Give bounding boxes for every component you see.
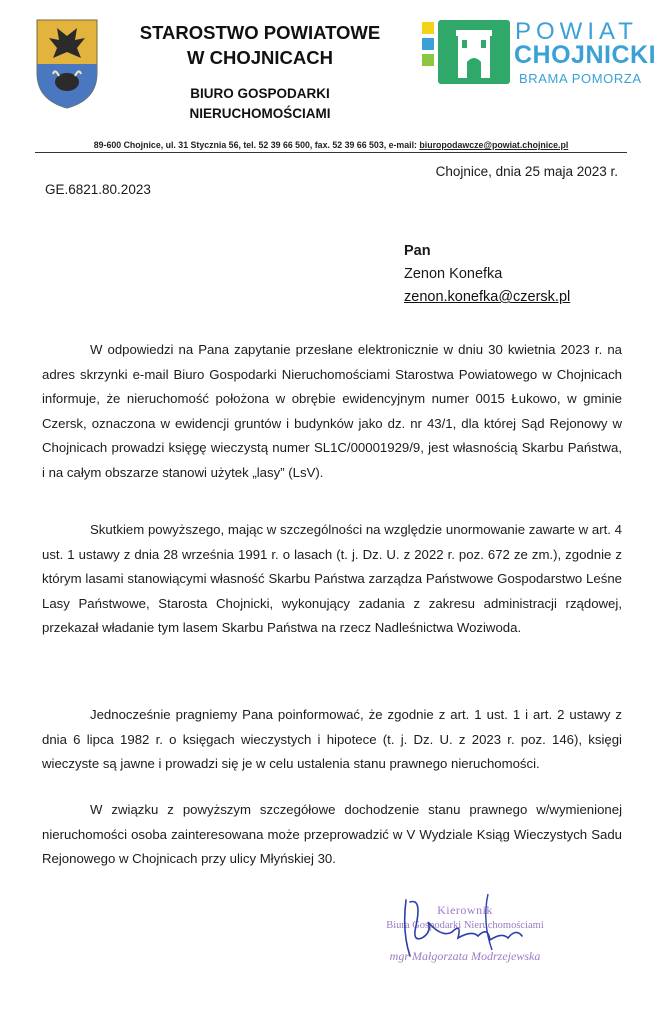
handwritten-signature xyxy=(392,892,542,977)
logo-tagline: BRAMA POMORZA xyxy=(519,71,642,86)
recipient-name: Zenon Konefka xyxy=(404,266,503,282)
office-name-line1: STAROSTWO POWIATOWE xyxy=(139,22,381,43)
office-name xyxy=(120,20,400,70)
stamp-title: Kierownik xyxy=(437,903,493,917)
contact-email-link[interactable]: biuropodawcze@powiat.chojnice.pl xyxy=(419,140,569,150)
logo-word-chojnicki: CHOJNICKI xyxy=(514,41,657,69)
stamp-signatory: mgr Małgorzata Modrzejewska xyxy=(389,949,541,963)
body-paragraph-3: Jednocześnie pragniemy Pana poinformować, że zgodnie z art. 1 ust. 1 i art. 2 ustawy z dnia 6 lipca 1982 r. o księgach wieczystych i hipotece (t. j. Dz. U. z 2023 r. poz. 146), księgi wieczyste są jawne i prowadzi się je w celu ustalenia stanu prawnego nieruchomości. xyxy=(42,707,622,771)
logo-word-powiat: POWIAT xyxy=(515,18,638,45)
powiat-logo-icon xyxy=(422,20,512,91)
stamp-unit: Biura Gospodarki Nieruchomościami xyxy=(386,920,544,931)
letter-date: Chojnice, dnia 25 maja 2023 r. xyxy=(435,164,618,179)
body-paragraph-4: W związku z powyższym szczegółowe dochodzenie stanu prawnego w/wymienionej nieruchomości osoba zainteresowana może przeprowadzić w V Wydziale Ksiąg Wieczystych Sadu Rejonowego w Chojnicach przy ulicy Młyńskiej 30. xyxy=(42,802,622,866)
contact-line xyxy=(35,140,627,150)
office-name-line2: W CHOJNICACH xyxy=(187,47,333,68)
bureau-name xyxy=(120,84,400,124)
recipient-salutation: Pan xyxy=(404,243,431,259)
recipient-email-link[interactable]: zenon.konefka@czersk.pl xyxy=(404,289,571,305)
recipient-block xyxy=(404,240,570,309)
reference-number: GE.6821.80.2023 xyxy=(45,182,151,197)
bureau-name-line1: BIURO GOSPODARKI xyxy=(190,86,330,101)
body-paragraph-1: W odpowiedzi na Pana zapytanie przesłane elektronicznie w dniu 30 kwietnia 2023 r. na adres skrzynki e-mail Biuro Gospodarki Nieruchomościami Starostwa Powiatowego w Chojnicach informuje, że nieruchomość położona w obrębie ewidencyjnym numer 0015 Łukowo, w gminie Czersk, oznaczona w ewidencji gruntów i budynków jako dz. nr 43/1, dla której Sąd Rejonowy w Chojnicach prowadzi księgę wieczystą numer SL1C/00001929/9, jest własnością Skarbu Państwa, i na całym obszarze stanowi użytek „lasy” (LsV). xyxy=(42,342,622,480)
bureau-name-line2: NIERUCHOMOŚCIAMI xyxy=(189,106,331,121)
body-paragraph-2: Skutkiem powyższego, mając w szczególności na względzie unormowanie zawarte w art. 4 ust. 1 ustawy z dnia 28 września 1991 r. o lasach (t. j. Dz. U. z 2022 r. poz. 672 ze zm.), zgodnie z którym lasami stanowiącymi własność Skarbu Państwa zarządza Państwowe Gospodarstwo Leśne Lasy Państwowe, Starosta Chojnicki, wykonujący zadania z zakresu administracji rządowej, przekazał władanie tym lasem Skarbu Państwa na rzecz Nadleśnictwa Woziwoda. xyxy=(42,522,622,635)
county-crest-icon xyxy=(35,18,99,110)
contact-details: 89-600 Chojnice, ul. 31 Stycznia 56, tel. 52 39 66 500, fax. 52 39 66 503, e-mail: xyxy=(93,140,420,150)
header-divider xyxy=(35,152,627,153)
